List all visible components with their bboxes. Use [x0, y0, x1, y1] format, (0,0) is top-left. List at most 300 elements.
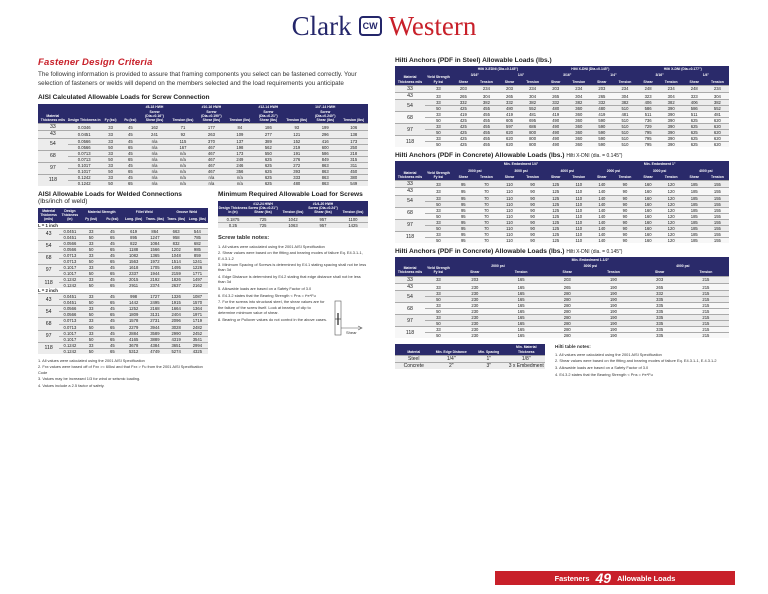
table-row — [395, 142, 729, 148]
table-cell: 425 — [452, 136, 475, 142]
screw-header: #10-16 HWH Screw (Dia.=0.190") Shear (lbs) — [197, 104, 225, 124]
table-cell: 250 — [339, 144, 368, 150]
weld-header: Material Thickness (mils) — [38, 208, 59, 223]
table-cell: 65 — [102, 271, 123, 277]
table-cell: 0.0566 — [68, 138, 101, 144]
table-cell: 33 — [425, 136, 452, 142]
table-cell: 419 — [498, 112, 521, 118]
table-cell: 33 — [425, 188, 452, 195]
table-cell: 110 — [567, 237, 590, 243]
table-cell: 2162 — [187, 283, 208, 289]
table-cell: 1247 — [144, 234, 165, 240]
screw-note: 4. Edge Distance is determined by E4.2 stating that edge distance shall not be less than 3d — [218, 274, 361, 285]
table-cell: 90 — [613, 188, 636, 195]
table-cell: 849 — [311, 156, 339, 162]
table-cell: 90 — [613, 231, 636, 237]
table-cell: 173 — [226, 150, 254, 156]
table-cell: n/a — [140, 156, 168, 162]
hilti-notes — [555, 344, 727, 378]
table-row — [395, 237, 729, 243]
table-cell: 425 — [452, 142, 475, 148]
table-cell: 265 — [590, 92, 613, 99]
table-cell: 160 — [637, 219, 660, 225]
table-cell: 511 — [683, 112, 706, 118]
table-cell: 3589 — [144, 330, 165, 336]
table-cell: 50 — [81, 259, 102, 265]
table-cell: 2994 — [187, 342, 208, 348]
min-load-table — [218, 201, 368, 228]
table-cell: 33 — [101, 150, 121, 156]
table-cell: 2637 — [166, 283, 187, 289]
table-cell: 140 — [590, 188, 613, 195]
table-cell: 33 — [81, 228, 102, 234]
table-cell: 190 — [590, 297, 636, 303]
table-cell: 70 — [475, 225, 498, 231]
subgroup-header: 1/4" — [590, 72, 636, 78]
table-cell: 33 — [81, 330, 102, 336]
table-cell: n/a — [169, 150, 197, 156]
table-cell: 165 — [498, 309, 544, 315]
thickness-cell: 54 — [38, 240, 59, 252]
table-cell: 95 — [452, 225, 475, 231]
table-cell: 190 — [590, 315, 636, 321]
screw-header: Tension (lbs) — [226, 104, 254, 124]
table-cell: 185 — [683, 188, 706, 195]
weld-notes — [38, 358, 208, 389]
hc1-group-2: Min. Embedment 1" — [590, 161, 729, 167]
table-cell: 110 — [498, 188, 521, 195]
thickness-cell: 33 — [395, 276, 425, 283]
table-cell: 958 — [166, 234, 187, 240]
table-cell: 106 — [339, 124, 368, 131]
table-cell: 4325 — [187, 348, 208, 354]
table-cell: 335 — [637, 321, 683, 327]
hs-h-fy: Yield Strength Fy ksi — [425, 66, 452, 85]
table-cell: 265 — [498, 92, 521, 99]
table-cell: 33 — [425, 112, 452, 118]
table-cell: 215 — [683, 291, 729, 297]
table-cell: 230 — [452, 327, 498, 333]
table-cell: 120 — [660, 219, 683, 225]
screw-table-title: AISI Calculated Allowable Loads for Screw Connection — [38, 94, 210, 102]
weld-note: 1. All values were calculated using the 2001 AISI Specification — [38, 357, 145, 363]
table-cell: 3 x Embedment — [508, 362, 544, 369]
table-cell: 425 — [452, 124, 475, 130]
table-cell: 1100 — [338, 216, 368, 222]
thickness-cell: 54 — [395, 195, 425, 207]
table-cell: 2404 — [166, 312, 187, 318]
table-cell: 1563 — [123, 259, 144, 265]
table-cell: 416 — [311, 138, 339, 144]
table-cell: 65 — [102, 246, 123, 252]
table-cell: 90 — [613, 225, 636, 231]
weld-header: Fy (ksi) — [81, 215, 102, 222]
thickness-cell: 68 — [38, 150, 68, 162]
table-cell: 0.1017 — [68, 168, 101, 174]
table-cell: 544 — [187, 228, 208, 234]
table-cell: 620 — [498, 142, 521, 148]
table-cell: 332 — [637, 291, 683, 297]
thickness-cell: 97 — [38, 265, 59, 277]
table-cell: 248 — [683, 85, 706, 92]
thickness-cell: 43 — [38, 294, 59, 306]
screw-note: 2. Shear values were based on the fitting and bearing modes of failure Eq. E4.3.1-1, E.4.3.1-2 — [218, 250, 363, 261]
hc1-h-fy: Yield Strength Fy ksi — [425, 161, 452, 180]
leaf-header-tension: Tension — [660, 174, 683, 181]
table-cell: 280 — [544, 303, 590, 309]
table-cell: 70 — [475, 181, 498, 188]
screw-note: 3. Minimum Spacing of Screws is determined by E4.1 stating spacing shall not be less than 3d — [218, 262, 367, 273]
table-cell: 50 — [101, 144, 121, 150]
table-cell: 155 — [706, 195, 729, 201]
table-cell: 360 — [567, 106, 590, 112]
table-cell: 4165 — [123, 336, 144, 342]
table-cell: 230 — [452, 333, 498, 339]
table-cell: 186 — [254, 124, 282, 131]
table-cell: 95 — [452, 213, 475, 219]
table-cell: 265 — [452, 92, 475, 99]
hilti-c1-title: Hilti Anchors (PDF in Concrete) Allowable Loads (lbs.) — [395, 152, 565, 160]
table-cell: 425 — [452, 118, 475, 124]
table-cell: 985 — [187, 246, 208, 252]
table-cell: 0.0713 — [59, 324, 80, 330]
table-cell: 65 — [120, 168, 140, 174]
table-cell: 90 — [521, 225, 544, 231]
min-load-header: #1/4-20 HWH Screw (Dia.=0.24") Shear (lbs) — [308, 201, 338, 215]
table-cell: 280 — [544, 309, 590, 315]
table-cell: 71 — [169, 124, 197, 131]
table-cell: 50 — [81, 312, 102, 318]
table-cell: 90 — [613, 201, 636, 207]
table-cell: 84 — [226, 124, 254, 131]
table-cell: 95 — [452, 237, 475, 243]
table-cell: 280 — [544, 327, 590, 333]
table-cell: 0.0713 — [68, 156, 101, 162]
table-cell: 2990 — [166, 330, 187, 336]
table-cell: 110 — [498, 219, 521, 225]
table-cell: 3131 — [144, 312, 165, 318]
table-cell: 2096 — [166, 318, 187, 324]
table-cell: 65 — [120, 180, 140, 186]
table-cell: 620 — [706, 130, 729, 136]
screw-note: 6. E4.3.2 states that the Bearing Strength < Pns = t*e*Fu — [218, 292, 316, 298]
table-cell: 695 — [521, 118, 544, 124]
table-cell: 323 — [683, 92, 706, 99]
table-cell: 265 — [637, 283, 683, 290]
table-cell: 185 — [683, 225, 706, 231]
table-row — [395, 188, 729, 195]
leaf-header-tension: Tension — [660, 79, 683, 86]
leaf-header-tension: Tension — [521, 174, 544, 181]
table-cell: 1971 — [187, 312, 208, 318]
subgroup-header: 4000 psi — [544, 168, 590, 174]
table-cell: 33 — [425, 283, 452, 290]
table-cell: 218 — [339, 150, 368, 156]
table-cell: 45 — [102, 228, 123, 234]
hilti-concrete-table-2 — [395, 257, 729, 338]
page-number: 49 — [595, 570, 612, 586]
table-cell: 480 — [544, 106, 567, 112]
min-load-section — [218, 191, 368, 390]
thickness-cell: 118 — [38, 342, 59, 354]
table-cell: 2159 — [166, 271, 187, 277]
leaf-header-shear: Shear — [683, 174, 706, 181]
table-cell: 110 — [498, 225, 521, 231]
subgroup-header: 3000 psi — [544, 263, 636, 269]
table-cell: 125 — [544, 201, 567, 207]
leaf-header-shear: Shear — [637, 79, 660, 86]
table-cell: 323 — [637, 92, 660, 99]
thickness-cell: 54 — [395, 291, 425, 303]
screw-note: 1. All values were calculated using the 2001 AISI Specification — [218, 243, 325, 249]
table-cell: 110 — [498, 231, 521, 237]
thickness-cell: 118 — [395, 231, 425, 243]
table-cell: 33 — [101, 138, 121, 144]
shear-diagram-icon — [331, 299, 365, 339]
table-cell: 389 — [254, 138, 282, 144]
table-cell: 50 — [425, 213, 452, 219]
table-cell: 50 — [81, 300, 102, 306]
table-cell: 230 — [452, 297, 498, 303]
table-cell: 234 — [660, 85, 683, 92]
table-cell: 120 — [660, 195, 683, 201]
table-cell: 360 — [567, 130, 590, 136]
table-cell: 0.0566 — [59, 312, 80, 318]
table-cell: 2482 — [187, 324, 208, 330]
table-cell: 190 — [590, 303, 636, 309]
hilti-c1-subtitle: Hilti X-DNI (dia. = 0.145") — [566, 153, 623, 160]
leaf-header-tension: Tension — [706, 174, 729, 181]
table-cell: 0.1017 — [59, 336, 80, 342]
table-cell: 335 — [637, 333, 683, 339]
table-cell: 190 — [590, 276, 636, 283]
table-cell: 120 — [660, 188, 683, 195]
table-cell: 795 — [637, 142, 660, 148]
brand-name-a: Clark — [291, 10, 352, 41]
table-cell: 0.1242 — [59, 342, 80, 348]
table-cell: 33 — [81, 277, 102, 283]
min-load-header: #12-24 HWH Screw (Dia.=0.21") Shear (lbs) — [248, 201, 278, 215]
weld-header: Design Thickness (in) — [59, 208, 80, 223]
min-load-header: Tension (lbs) — [338, 201, 368, 216]
table-cell: 185 — [683, 201, 706, 207]
table-cell: 160 — [637, 237, 660, 243]
table-cell: 863 — [311, 168, 339, 174]
weld-super-fillet: Fillet Weld — [123, 208, 166, 215]
table-cell: 2911 — [123, 283, 144, 289]
table-cell: 280 — [544, 315, 590, 321]
table-cell: 45 — [102, 294, 123, 300]
footer-left: Fasteners — [554, 573, 590, 583]
table-row — [38, 131, 368, 138]
table-cell: 510 — [613, 130, 636, 136]
table-cell: 4319 — [166, 336, 187, 342]
table-cell: 125 — [544, 207, 567, 213]
screw-header: 1/4"-14 HWH Screw (Dia.=0.240") Shear (lbs) — [311, 104, 339, 124]
thickness-cell: 54 — [395, 100, 425, 112]
table-cell: 406 — [683, 100, 706, 106]
table-cell: 590 — [590, 130, 613, 136]
table-cell: 95 — [452, 201, 475, 207]
leaf-header-tension: Tension — [706, 79, 729, 86]
table-cell: 65 — [102, 336, 123, 342]
table-cell: 155 — [706, 201, 729, 207]
table-cell: 590 — [590, 118, 613, 124]
table-row — [38, 180, 368, 186]
table-cell: 304 — [613, 92, 636, 99]
table-cell: 335 — [637, 309, 683, 315]
table-cell: 1087 — [187, 294, 208, 300]
thickness-cell: 68 — [38, 253, 59, 265]
screw-note: 8. Bearing or Pullover values do not control in the above cases. — [218, 316, 328, 322]
table-cell: 511 — [637, 112, 660, 118]
table-cell: 455 — [475, 118, 498, 124]
table-cell: 562 — [254, 144, 282, 150]
table-cell: 0.0566 — [59, 306, 80, 312]
table-cell: 382 — [613, 100, 636, 106]
table-cell: 152 — [283, 138, 311, 144]
table-cell: 481 — [521, 112, 544, 118]
leaf-header-tension: Tension — [613, 79, 636, 86]
weld-header: Fu (ksi) — [102, 215, 123, 222]
table-cell: 0.0451 — [59, 228, 80, 234]
table-cell: 125 — [544, 231, 567, 237]
table-cell: 863 — [311, 180, 339, 186]
table-cell: 390 — [660, 136, 683, 142]
table-cell: 246 — [226, 162, 254, 168]
screw-header: #8-18 HWH Screw (Dia.=0.16") Shear (lbs) — [140, 104, 168, 124]
table-cell: 160 — [637, 207, 660, 213]
table-row — [395, 283, 729, 290]
table-cell: 455 — [475, 106, 498, 112]
thickness-cell: 68 — [38, 318, 59, 330]
table-cell: 249 — [226, 156, 254, 162]
table-cell: 586 — [637, 106, 660, 112]
weld-section-label: L = 1 inch — [38, 223, 208, 229]
table-cell: 370 — [197, 138, 225, 144]
table-cell: 663 — [166, 228, 187, 234]
table-cell: 1" — [470, 355, 508, 362]
table-cell: 33 — [101, 124, 121, 131]
table-cell: 957 — [308, 216, 338, 222]
leaf-header-shear: Shear — [544, 174, 567, 181]
table-cell: 125 — [544, 225, 567, 231]
table-cell: 586 — [683, 106, 706, 112]
table-cell: 203 — [637, 276, 683, 283]
table-cell: 0.1017 — [68, 162, 101, 168]
table-cell: 140 — [590, 219, 613, 225]
thickness-cell: 33 — [38, 124, 68, 131]
table-row — [218, 222, 368, 228]
table-cell: 45 — [120, 138, 140, 144]
table-cell: 45 — [102, 318, 123, 324]
table-cell: 165 — [498, 315, 544, 321]
table-cell: 1042 — [278, 216, 308, 222]
table-cell: 65 — [102, 283, 123, 289]
table-cell: 729 — [637, 124, 660, 130]
thickness-cell: 54 — [38, 138, 68, 150]
weld-super-material: Material Strength — [81, 208, 124, 215]
table-cell: n/a — [140, 150, 168, 156]
table-row — [395, 355, 545, 362]
leaf-header-shear: Shear — [637, 174, 660, 181]
table-cell: 455 — [475, 112, 498, 118]
table-cell: 140 — [590, 195, 613, 201]
table-cell: 3651 — [166, 342, 187, 348]
thickness-cell: 33 — [395, 181, 425, 188]
table-cell: 140 — [590, 213, 613, 219]
leaf-header-tension: Tension — [590, 269, 636, 276]
weld-super-groove: Groove Weld — [166, 208, 209, 215]
table-cell: 0.1017 — [59, 265, 80, 271]
table-cell: 160 — [637, 181, 660, 188]
screw-header: Material Thickness mils — [38, 104, 68, 124]
table-cell: 125 — [544, 181, 567, 188]
thickness-cell: 118 — [395, 327, 425, 339]
table-cell: 1364 — [187, 306, 208, 312]
table-cell: 230 — [452, 291, 498, 297]
table-cell: 140 — [590, 181, 613, 188]
table-cell: n/a — [140, 174, 168, 180]
table-cell: 1944 — [144, 271, 165, 277]
table-cell: 467 — [197, 144, 225, 150]
table-cell: 800 — [521, 142, 544, 148]
table-cell: 70 — [475, 237, 498, 243]
table-cell: 682 — [187, 240, 208, 246]
table-cell: 50 — [101, 156, 121, 162]
table-cell: 138 — [339, 131, 368, 138]
table-cell: 50 — [425, 297, 452, 303]
table-cell: n/a — [140, 162, 168, 168]
table-cell: 590 — [590, 136, 613, 142]
thickness-cell: 118 — [38, 174, 68, 186]
table-cell: 50 — [425, 321, 452, 327]
table-cell: 33 — [81, 265, 102, 271]
table-cell: 90 — [521, 213, 544, 219]
table-cell: 5274 — [166, 348, 187, 354]
table-cell: 45 — [102, 306, 123, 312]
hilti-concrete-table-1 — [395, 161, 729, 242]
table-cell: 863 — [311, 174, 339, 180]
table-cell: 1809 — [123, 312, 144, 318]
table-cell: 33 — [101, 131, 121, 138]
table-cell: 33 — [425, 303, 452, 309]
table-cell: 215 — [683, 303, 729, 309]
table-cell: 332 — [498, 100, 521, 106]
table-cell: 50 — [425, 237, 452, 243]
table-cell: 332 — [590, 100, 613, 106]
table-cell: 380 — [339, 174, 368, 180]
table-cell: 33 — [425, 315, 452, 321]
table-cell: 65 — [102, 348, 123, 354]
hilti-steel-table — [395, 66, 729, 147]
subgroup-header: 1/4" — [683, 72, 729, 78]
table-cell: 4749 — [144, 348, 165, 354]
subgroup-header: 2000 psi — [452, 168, 498, 174]
table-cell: 382 — [706, 100, 729, 106]
table-cell: 45 — [120, 162, 140, 168]
table-cell: 155 — [706, 237, 729, 243]
table-cell: 490 — [544, 118, 567, 124]
table-cell: 549 — [339, 180, 368, 186]
table-cell: 33 — [81, 294, 102, 300]
hs-group-1: Hilti X-EDNI (Dia.=0.145") — [452, 66, 544, 72]
table-row — [395, 333, 729, 339]
table-cell: 335 — [637, 297, 683, 303]
table-cell: 90 — [521, 188, 544, 195]
table-cell: 382 — [475, 100, 498, 106]
spacing-header: Min. Edge Distance — [433, 344, 471, 355]
